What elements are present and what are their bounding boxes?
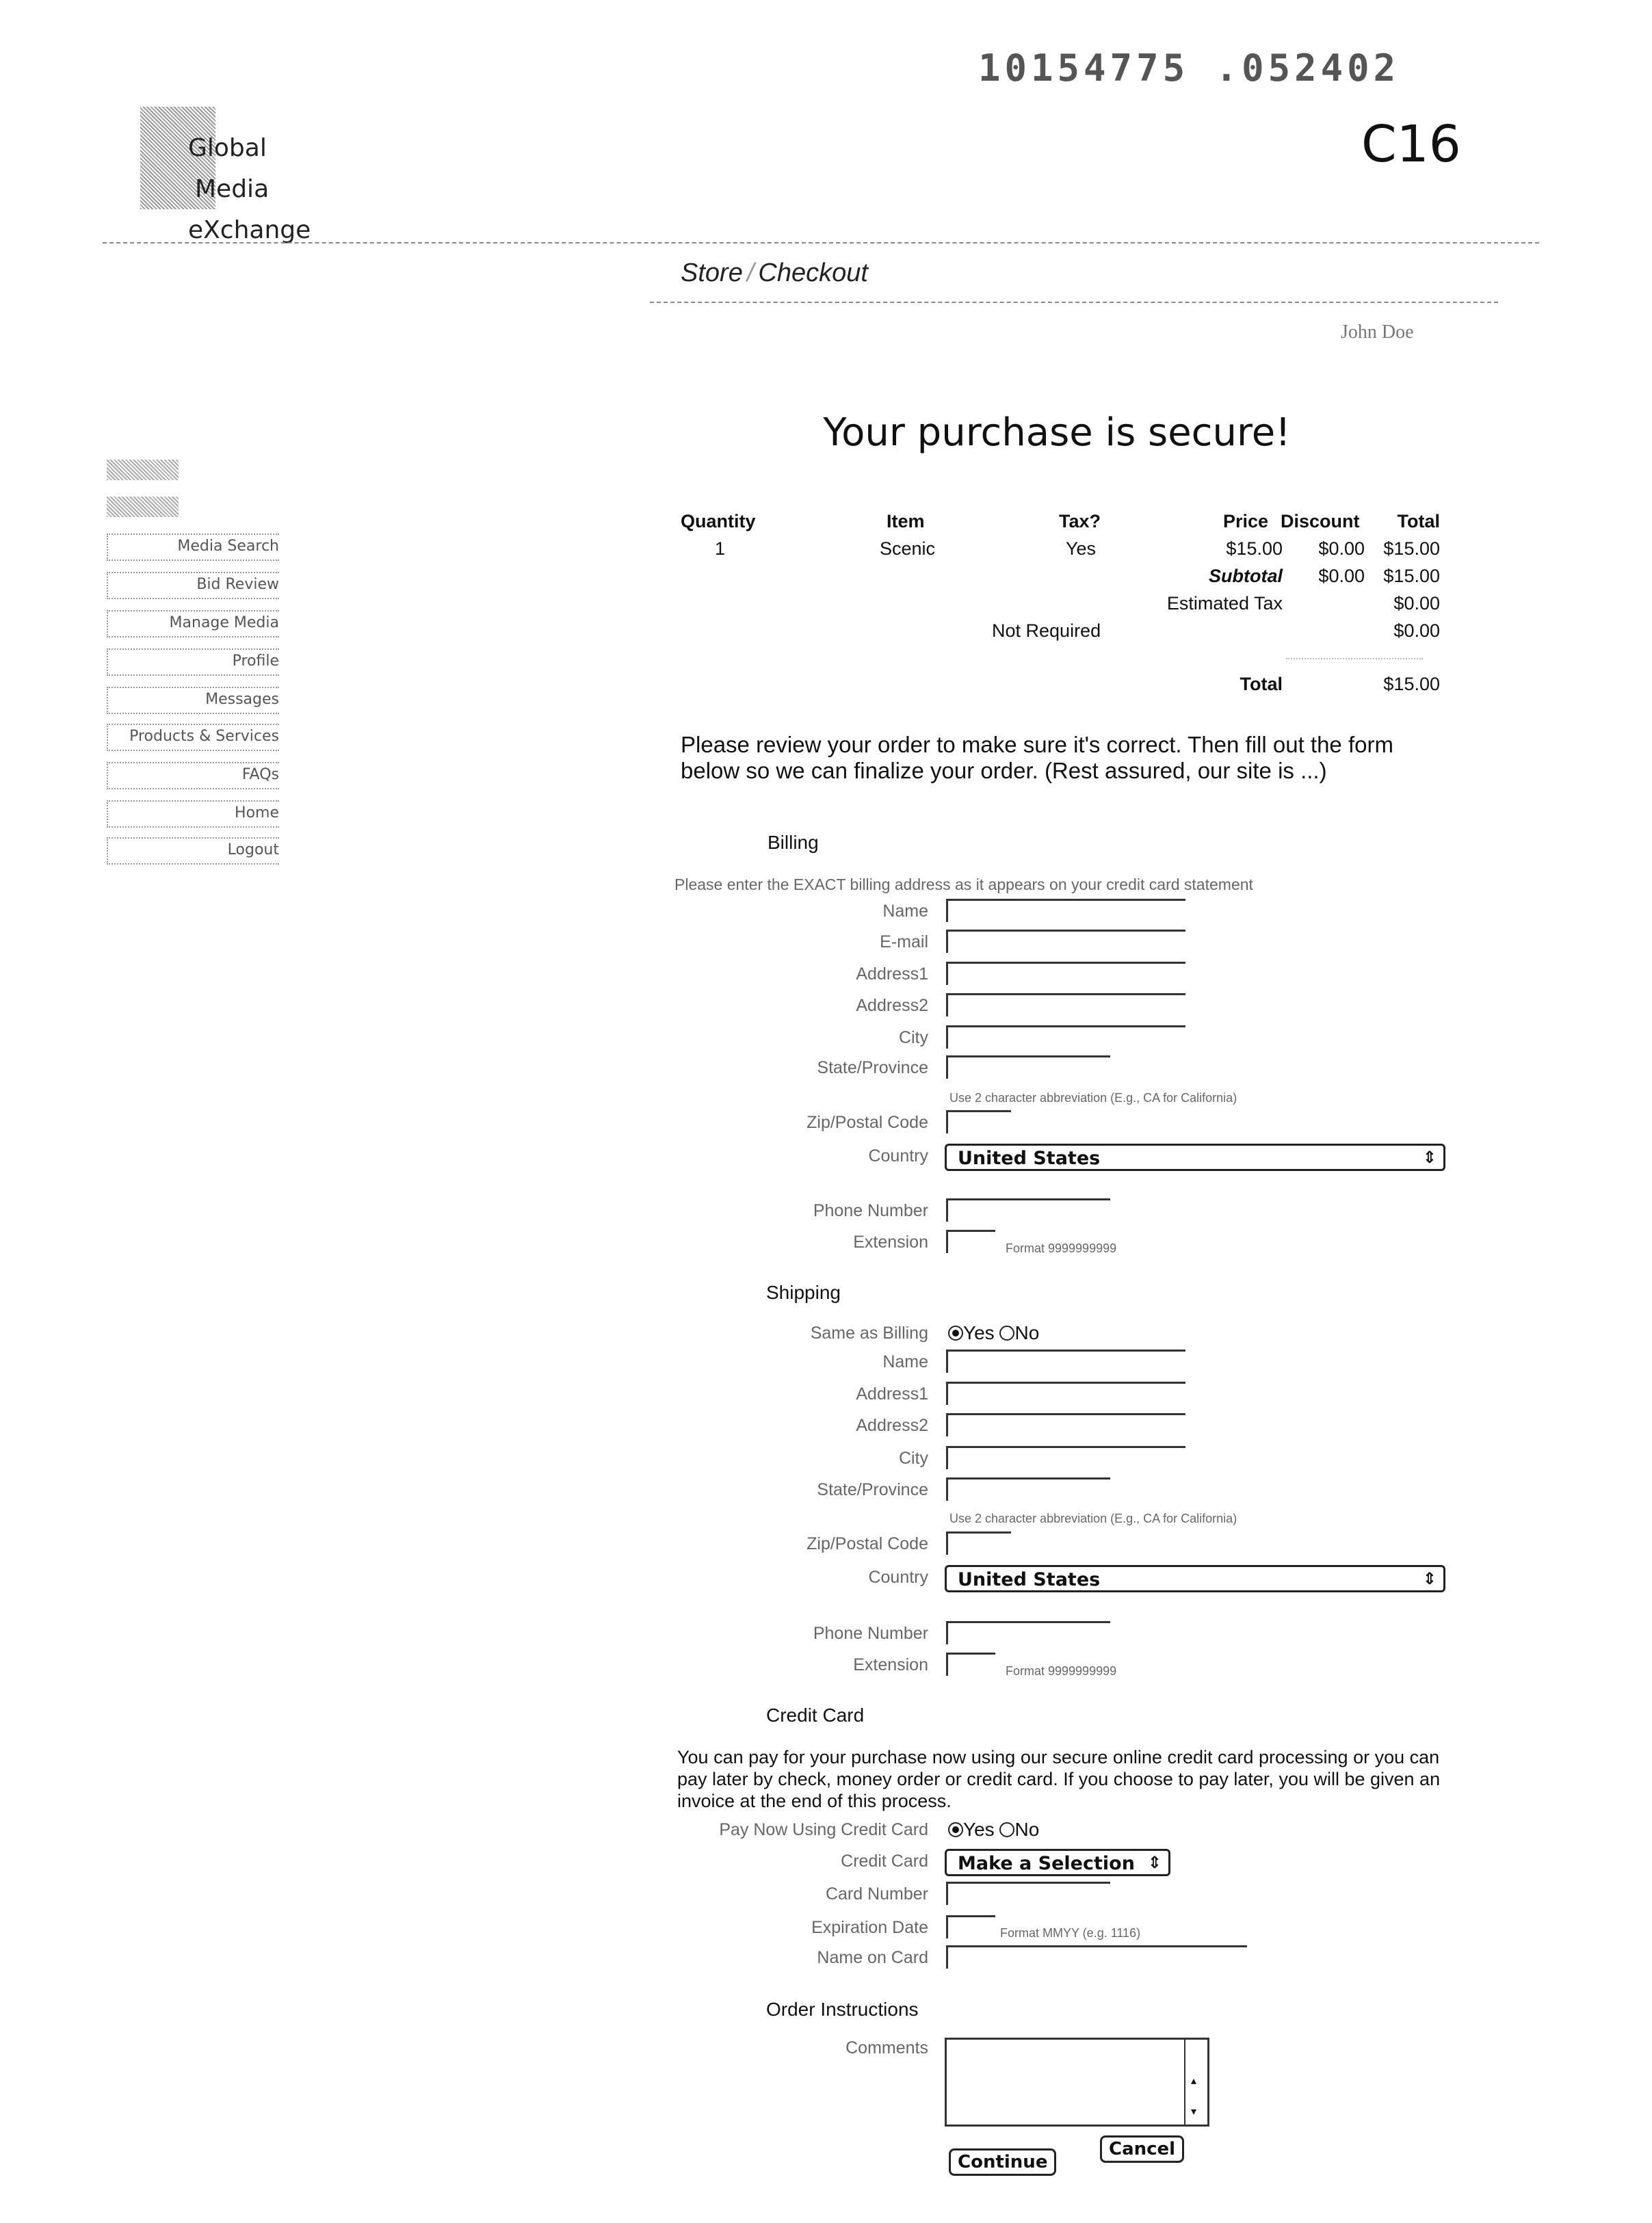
shipping-city-input[interactable] <box>946 1446 1185 1469</box>
shipping-address1-label: Address1 <box>856 1384 928 1404</box>
row-total: $15.00 <box>1383 538 1440 560</box>
page-title: Your purchase is secure! <box>681 410 1433 455</box>
header-item: Item <box>887 511 925 532</box>
sidebar-item-label: FAQs <box>242 766 279 783</box>
exhibit-label: C16 <box>1361 115 1461 174</box>
shipping-value: $0.00 <box>1393 620 1440 642</box>
shipping-city-label: City <box>899 1449 928 1469</box>
breadcrumb-checkout: Checkout <box>758 259 868 287</box>
header-total: Total <box>1398 511 1441 532</box>
billing-zip-label: Zip/Postal Code <box>807 1113 928 1133</box>
select-arrows-icon: ⇕ <box>1423 1148 1437 1167</box>
billing-address2-label: Address2 <box>856 996 928 1016</box>
sidebar-item-home[interactable] <box>107 800 279 828</box>
same-as-billing-radios <box>948 1322 1039 1344</box>
billing-country-value: United States <box>958 1148 1100 1169</box>
billing-state-input[interactable] <box>946 1055 1110 1079</box>
comments-scrollbar[interactable] <box>1184 2040 1207 2125</box>
radio-label-no: No <box>1014 1322 1039 1343</box>
breadcrumb-divider <box>650 302 1498 303</box>
shipping-zip-input[interactable] <box>946 1531 1011 1555</box>
billing-state-label: State/Province <box>817 1058 928 1078</box>
sidebar-item-label: Media Search <box>177 538 279 555</box>
shipping-country-value: United States <box>958 1569 1100 1590</box>
shipping-country-label: Country <box>868 1568 928 1588</box>
credit-card-text: You can pay for your purchase now using our secure online credit card processing or you can pay later by check, money order or credit card. If you choose to pay later, you will be given an invoice at the end of this process. <box>677 1746 1443 1812</box>
billing-address1-label: Address1 <box>856 964 928 984</box>
card-number-label: Card Number <box>826 1884 928 1904</box>
logo-line-1: Global <box>188 134 267 162</box>
estimated-tax-value: $0.00 <box>1393 593 1440 614</box>
shipping-name-label: Name <box>882 1352 928 1372</box>
sidebar-item-messages[interactable] <box>107 687 279 714</box>
shipping-state-hint: Use 2 character abbreviation (E.g., CA for California) <box>949 1512 1237 1526</box>
user-name: John Doe <box>1341 321 1414 343</box>
shipping-state-input[interactable] <box>946 1477 1110 1501</box>
row-price: $15.00 <box>1226 538 1283 560</box>
billing-extension-label: Extension <box>853 1233 928 1252</box>
grand-total-label: Total <box>1240 674 1283 695</box>
header-discount: Discount <box>1281 511 1360 532</box>
sidebar-item-manage-media[interactable] <box>107 610 279 637</box>
comments-label: Comments <box>845 2038 928 2058</box>
shipping-address1-input[interactable] <box>946 1382 1185 1405</box>
grand-total-value: $15.00 <box>1383 674 1440 695</box>
shipping-phone-label: Phone Number <box>813 1624 928 1644</box>
sidebar-item-bid-review[interactable] <box>107 572 279 599</box>
card-type-label: Credit Card <box>841 1852 928 1871</box>
billing-note: Please enter the EXACT billing address as it appears on your credit card statement <box>674 876 1253 894</box>
credit-card-heading: Credit Card <box>766 1705 864 1726</box>
sidebar-item-profile[interactable] <box>107 648 279 676</box>
shipping-phone-format: Format 9999999999 <box>1006 1664 1116 1679</box>
header-quantity: Quantity <box>681 511 756 532</box>
subtotal-discount: $0.00 <box>1318 566 1365 587</box>
sidebar-item-logout[interactable] <box>107 837 279 865</box>
billing-phone-input[interactable] <box>946 1198 1110 1222</box>
cancel-button[interactable]: Cancel <box>1100 2135 1184 2163</box>
sidebar-decoration <box>107 497 179 517</box>
billing-country-select[interactable] <box>945 1144 1445 1171</box>
shipping-state-label: State/Province <box>817 1480 928 1500</box>
estimated-tax-label: Estimated Tax <box>1167 593 1283 614</box>
shipping-address2-label: Address2 <box>856 1416 928 1436</box>
shipping-heading: Shipping <box>766 1282 841 1304</box>
same-as-billing-label: Same as Billing <box>811 1324 928 1343</box>
sidebar-item-faqs[interactable] <box>107 762 279 789</box>
select-arrows-icon: ⇕ <box>1148 1853 1162 1872</box>
billing-state-hint: Use 2 character abbreviation (E.g., CA for California) <box>949 1091 1237 1105</box>
subtotal-label: Subtotal <box>1209 566 1283 587</box>
shipping-method: Not Required <box>992 620 1101 642</box>
row-discount: $0.00 <box>1318 538 1365 560</box>
billing-country-label: Country <box>868 1146 928 1166</box>
billing-city-label: City <box>899 1028 928 1048</box>
pay-now-no-radio[interactable] <box>999 1822 1014 1837</box>
billing-name-label: Name <box>882 902 928 921</box>
shipping-country-select[interactable] <box>945 1565 1445 1592</box>
pay-now-yes-radio[interactable] <box>948 1822 963 1837</box>
sidebar-item-products-services[interactable] <box>107 724 279 751</box>
pay-now-label: Pay Now Using Credit Card <box>719 1820 928 1840</box>
breadcrumb-separator: / <box>747 259 755 287</box>
subtotal-total: $15.00 <box>1383 566 1440 587</box>
select-arrows-icon: ⇕ <box>1423 1569 1437 1588</box>
shipping-extension-input[interactable] <box>946 1653 995 1676</box>
breadcrumb-store[interactable]: Store <box>681 259 743 287</box>
billing-phone-label: Phone Number <box>813 1201 928 1221</box>
radio-label-yes: Yes <box>963 1819 995 1840</box>
total-divider <box>1286 658 1423 659</box>
bates-number: 10154775 .052402 <box>978 47 1400 90</box>
sidebar-decoration <box>107 460 179 480</box>
shipping-phone-input[interactable] <box>946 1621 1110 1644</box>
name-on-card-input[interactable] <box>946 1945 1247 1969</box>
sidebar-item-label: Profile <box>233 653 279 670</box>
billing-zip-input[interactable] <box>946 1110 1011 1133</box>
logo[interactable] <box>140 107 339 264</box>
billing-name-input[interactable] <box>946 899 1185 922</box>
radio-label-yes: Yes <box>963 1322 995 1343</box>
row-tax: Yes <box>1066 538 1096 560</box>
row-item: Scenic <box>880 538 935 560</box>
radio-label-no: No <box>1014 1819 1039 1840</box>
same-as-billing-no-radio[interactable] <box>999 1326 1014 1341</box>
logo-line-2: Media <box>195 175 269 203</box>
billing-email-label: E-mail <box>880 932 928 952</box>
sidebar-item-media-search[interactable] <box>107 534 279 561</box>
expiration-format: Format MMYY (e.g. 1116) <box>1000 1926 1140 1941</box>
shipping-extension-label: Extension <box>853 1655 928 1675</box>
logo-line-3: eXchange <box>188 216 311 244</box>
shipping-address2-input[interactable] <box>946 1413 1185 1436</box>
shipping-name-input[interactable] <box>946 1350 1185 1373</box>
sidebar-item-label: Manage Media <box>170 614 279 631</box>
same-as-billing-yes-radio[interactable] <box>948 1326 963 1341</box>
billing-address2-input[interactable] <box>946 993 1185 1016</box>
sidebar-item-label: Products & Services <box>129 728 279 745</box>
billing-heading: Billing <box>768 832 819 854</box>
continue-button[interactable]: Continue <box>949 2148 1056 2176</box>
sidebar-item-label: Messages <box>205 691 279 708</box>
header-tax: Tax? <box>1059 511 1101 532</box>
breadcrumb <box>681 259 868 288</box>
name-on-card-label: Name on Card <box>817 1948 928 1968</box>
expiration-label: Expiration Date <box>811 1918 928 1938</box>
order-instructions-heading: Order Instructions <box>766 1999 919 2021</box>
billing-city-input[interactable] <box>946 1025 1185 1049</box>
scroll-up-icon[interactable]: ▴ <box>1191 2074 1196 2088</box>
billing-phone-format: Format 9999999999 <box>1006 1241 1116 1256</box>
header-price: Price <box>1223 511 1268 532</box>
card-type-select[interactable] <box>945 1849 1170 1876</box>
expiration-input[interactable] <box>946 1915 995 1938</box>
scroll-down-icon[interactable]: ▾ <box>1191 2105 1196 2118</box>
shipping-zip-label: Zip/Postal Code <box>807 1534 928 1554</box>
card-type-value: Make a Selection <box>958 1853 1135 1874</box>
billing-extension-input[interactable] <box>946 1230 995 1253</box>
sidebar-item-label: Home <box>235 804 279 821</box>
card-number-input[interactable] <box>946 1882 1110 1905</box>
row-quantity: 1 <box>715 538 725 560</box>
intro-text: Please review your order to make sure it's correct. Then fill out the form below so we can finalize your order. (Rest assured, our site is ...) <box>681 732 1433 784</box>
header-divider <box>103 242 1539 244</box>
pay-now-radios <box>948 1819 1039 1841</box>
sidebar-item-label: Bid Review <box>196 576 279 593</box>
comments-textarea[interactable] <box>945 2038 1209 2127</box>
sidebar-item-label: Logout <box>228 841 279 858</box>
billing-email-input[interactable] <box>946 930 1185 953</box>
billing-address1-input[interactable] <box>946 962 1185 985</box>
